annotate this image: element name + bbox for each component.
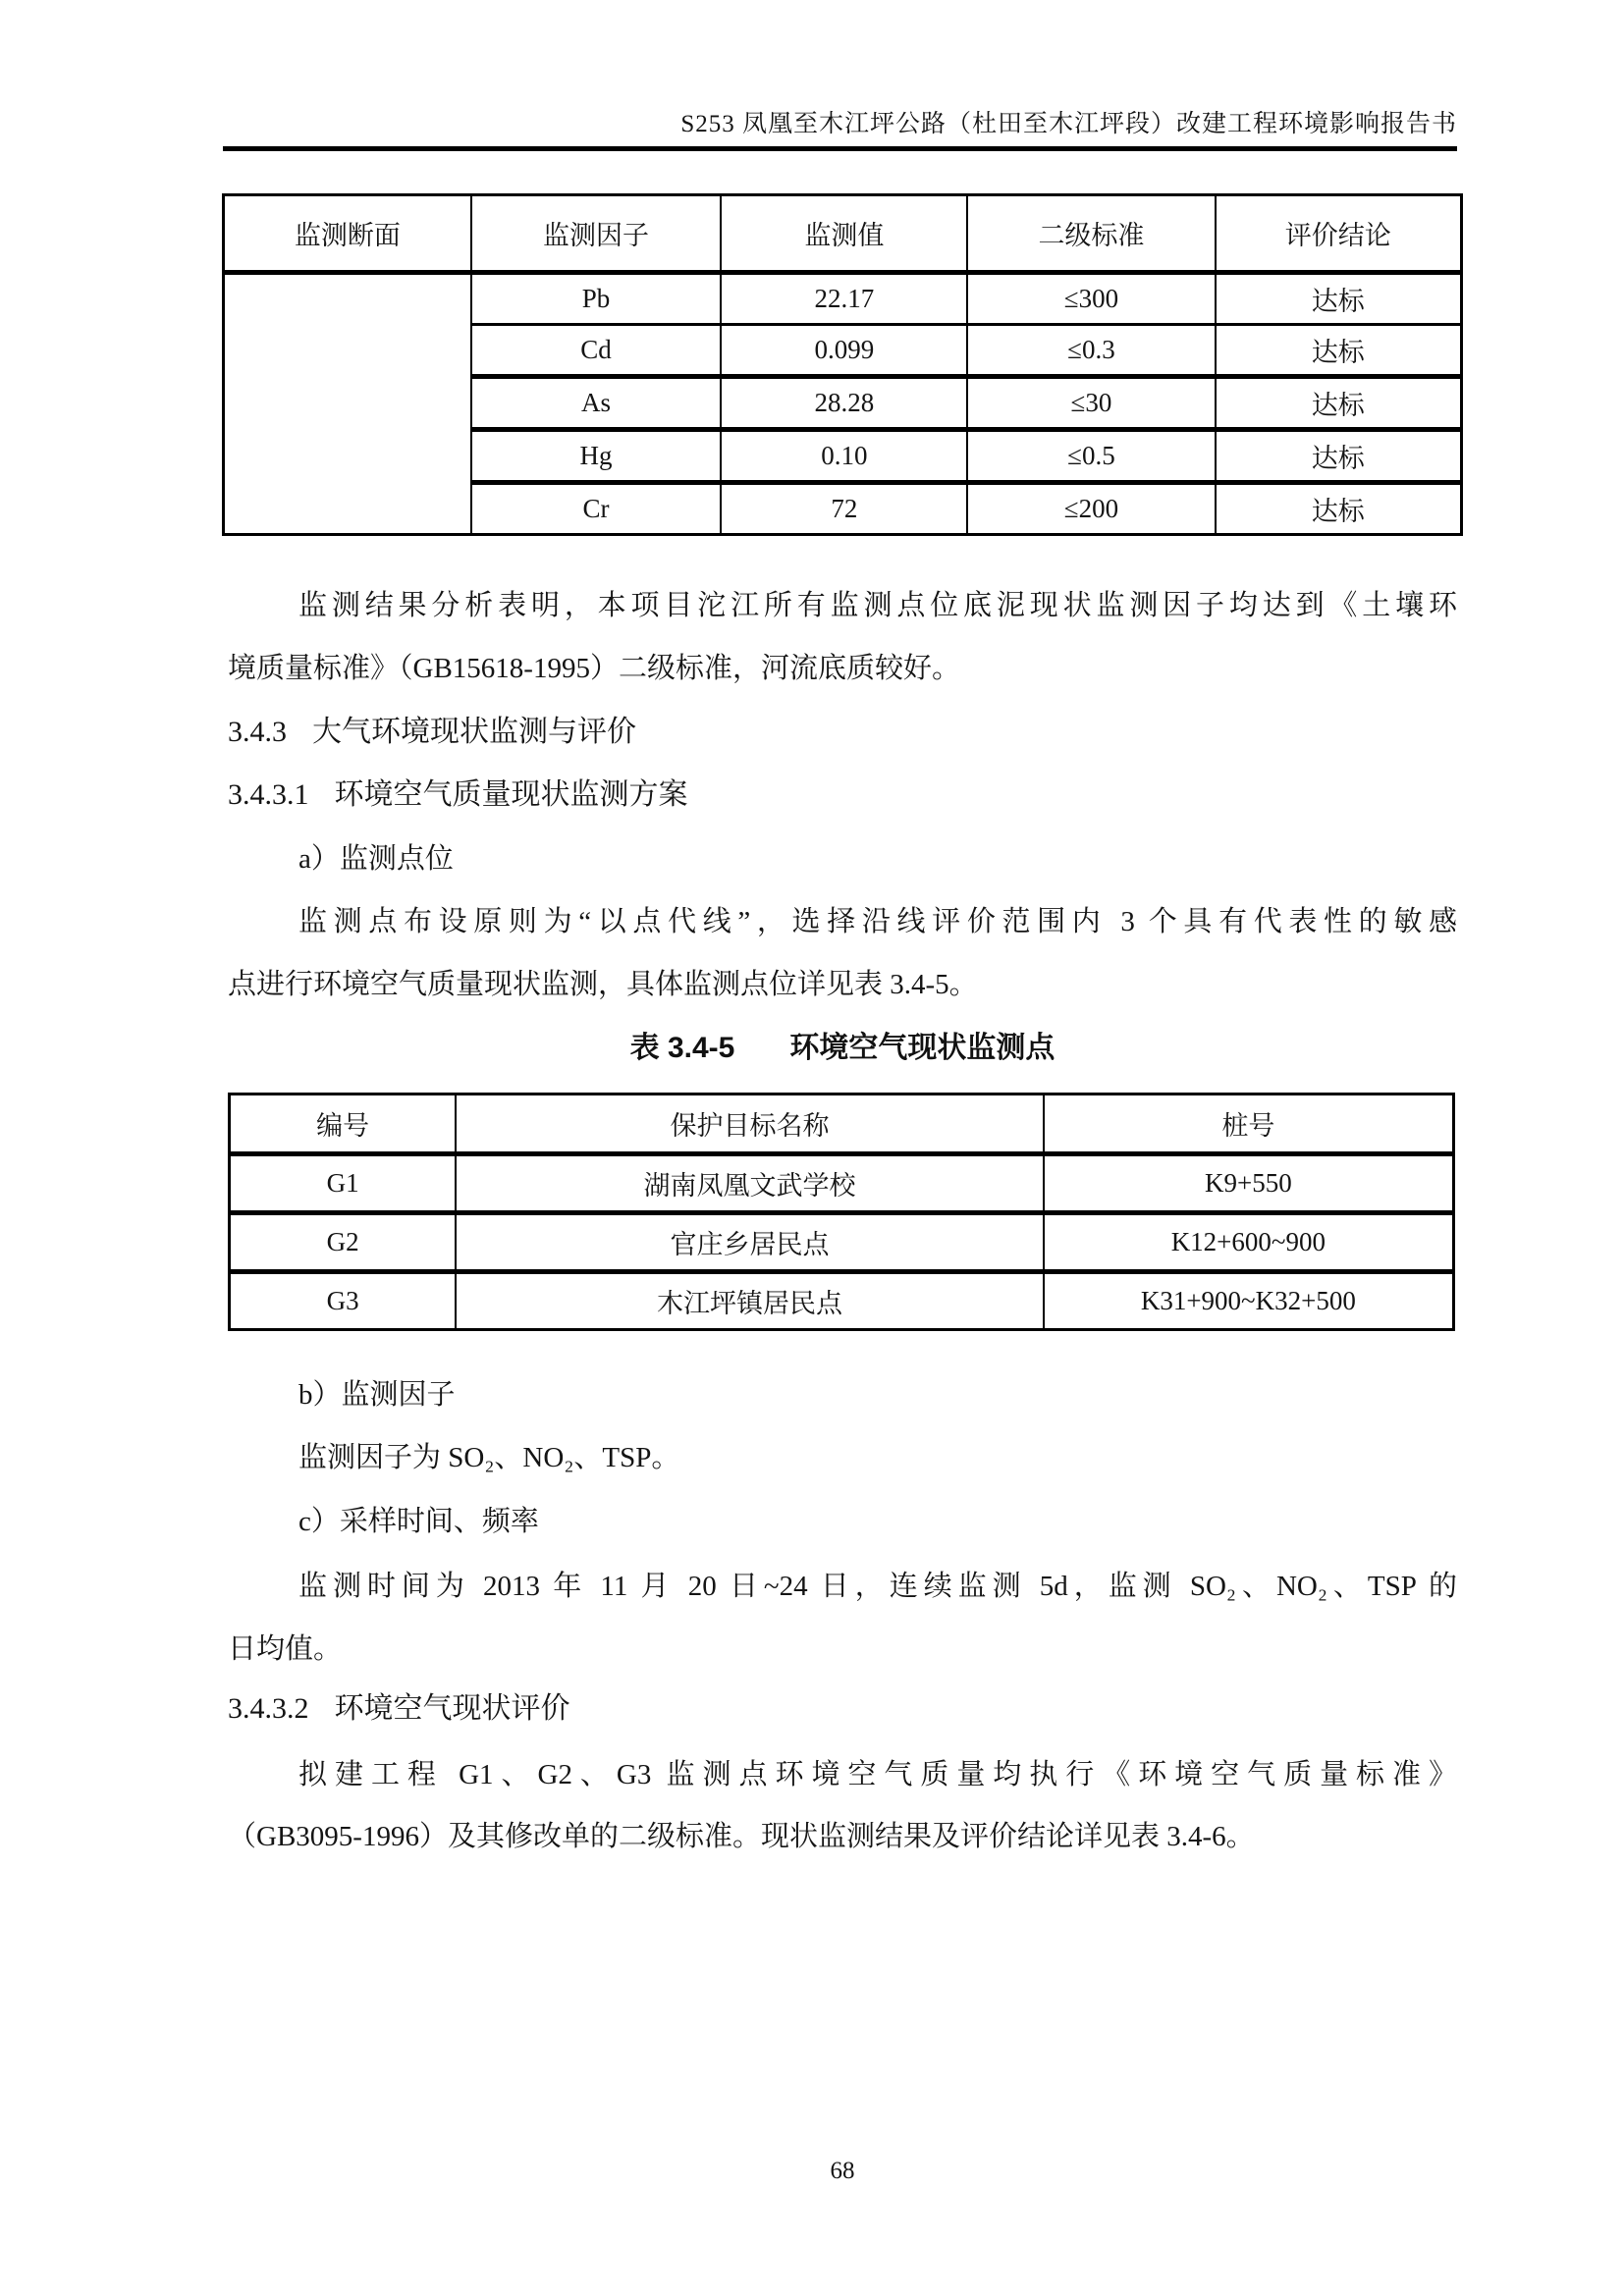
standard-cell: ≤200 <box>967 483 1215 535</box>
section-title: 环境空气质量现状监测方案 <box>334 778 688 811</box>
paragraph-line: 拟建工程 G1、G2、G3 监测点环境空气质量均执行《环境空气质量标准》 <box>298 1759 1457 1790</box>
running-header-title: S253 凤凰至木江坪公路（杜田至木江坪段）改建工程环境影响报告书 <box>680 111 1457 137</box>
verdict-cell: 达标 <box>1216 430 1462 483</box>
col-header-standard: 二级标准 <box>967 195 1215 273</box>
value-cell: 72 <box>721 483 967 535</box>
point-name-cell: 木江坪镇居民点 <box>456 1272 1044 1330</box>
paragraph-line: 点进行环境空气质量现状监测，具体监测点位详见表 3.4-5。 <box>228 969 978 1000</box>
page-number: 68 <box>830 2158 855 2184</box>
header-divider-rule <box>223 146 1457 151</box>
paragraph-line: （GB3095-1996）及其修改单的二级标准。现状监测结果及评价结论详见表 3.4-6。 <box>228 1821 1255 1852</box>
table-row <box>230 1272 1454 1330</box>
factor-cell: Cd <box>471 325 722 377</box>
verdict-cell: 达标 <box>1216 377 1462 430</box>
sediment-monitoring-table <box>222 193 1463 536</box>
factor-cell: Hg <box>471 430 722 483</box>
point-name-cell: 湖南凤凰文武学校 <box>456 1154 1044 1213</box>
section-heading-3-4-3-2 <box>228 1686 1457 1732</box>
col-header-factor: 监测因子 <box>471 195 722 273</box>
section-number: 3.4.3 <box>228 716 287 748</box>
paragraph-line: 监测结果分析表明，本项目沱江所有监测点位底泥现状监测因子均达到《土壤环 <box>298 590 1457 621</box>
col-header-value: 监测值 <box>721 195 967 273</box>
verdict-cell: 达标 <box>1216 483 1462 535</box>
section-number: 3.4.3.2 <box>228 1692 309 1725</box>
table-caption-title: 环境空气现状监测点 <box>789 1032 1056 1064</box>
factor-cell: As <box>471 377 722 430</box>
standard-cell: ≤300 <box>967 273 1215 325</box>
list-item-a: a）监测点位 <box>298 843 454 875</box>
value-cell: 0.10 <box>721 430 967 483</box>
point-id-cell: G3 <box>230 1272 457 1330</box>
list-item-b: b）监测因子 <box>298 1379 456 1411</box>
table-row <box>230 1213 1454 1272</box>
table-row <box>230 1154 1454 1213</box>
factor-cell: Pb <box>471 273 722 325</box>
paragraph-line: 日均值。 <box>228 1633 343 1665</box>
point-id-cell: G1 <box>230 1154 457 1213</box>
paragraph-line: 监测时间为 2013 年 11 月 20 日~24 日，连续监测 5d，监测 SO₂、NO₂、TSP 的 <box>298 1571 1457 1602</box>
section-title: 环境空气现状评价 <box>334 1692 570 1725</box>
air-monitoring-points-table <box>228 1093 1455 1331</box>
table-header-row <box>230 1095 1454 1154</box>
point-name-cell: 官庄乡居民点 <box>456 1213 1044 1272</box>
section-heading-3-4-3 <box>228 710 1457 755</box>
table-row <box>224 273 1462 325</box>
col-header-section: 监测断面 <box>224 195 471 273</box>
table-caption-number: 表 3.4-5 <box>629 1032 735 1064</box>
col-header-stake: 桩号 <box>1044 1095 1454 1154</box>
section-heading-3-4-3-1 <box>228 773 1457 818</box>
sediment-section-cell <box>224 273 471 535</box>
standard-cell: ≤30 <box>967 377 1215 430</box>
verdict-cell: 达标 <box>1216 273 1462 325</box>
col-header-name: 保护目标名称 <box>456 1095 1044 1154</box>
table-caption <box>228 1026 1457 1071</box>
point-stake-cell: K9+550 <box>1044 1154 1454 1213</box>
standard-cell: ≤0.3 <box>967 325 1215 377</box>
point-stake-cell: K31+900~K32+500 <box>1044 1272 1454 1330</box>
factor-cell: Cr <box>471 483 722 535</box>
col-header-conclusion: 评价结论 <box>1216 195 1462 273</box>
table-header-row <box>224 195 1462 273</box>
list-item-c: c）采样时间、频率 <box>298 1506 539 1537</box>
paragraph-line: 监测点布设原则为“以点代线”，选择沿线评价范围内 3 个具有代表性的敏感 <box>298 906 1457 937</box>
col-header-id: 编号 <box>230 1095 457 1154</box>
standard-cell: ≤0.5 <box>967 430 1215 483</box>
section-title: 大气环境现状监测与评价 <box>312 716 636 748</box>
value-cell: 22.17 <box>721 273 967 325</box>
section-number: 3.4.3.1 <box>228 778 309 811</box>
paragraph-line: 监测因子为 SO₂、NO₂、TSP。 <box>298 1442 680 1473</box>
verdict-cell: 达标 <box>1216 325 1462 377</box>
point-stake-cell: K12+600~900 <box>1044 1213 1454 1272</box>
value-cell: 0.099 <box>721 325 967 377</box>
value-cell: 28.28 <box>721 377 967 430</box>
paragraph-line: 境质量标准》（GB15618-1995）二级标准，河流底质较好。 <box>228 653 960 684</box>
point-id-cell: G2 <box>230 1213 457 1272</box>
